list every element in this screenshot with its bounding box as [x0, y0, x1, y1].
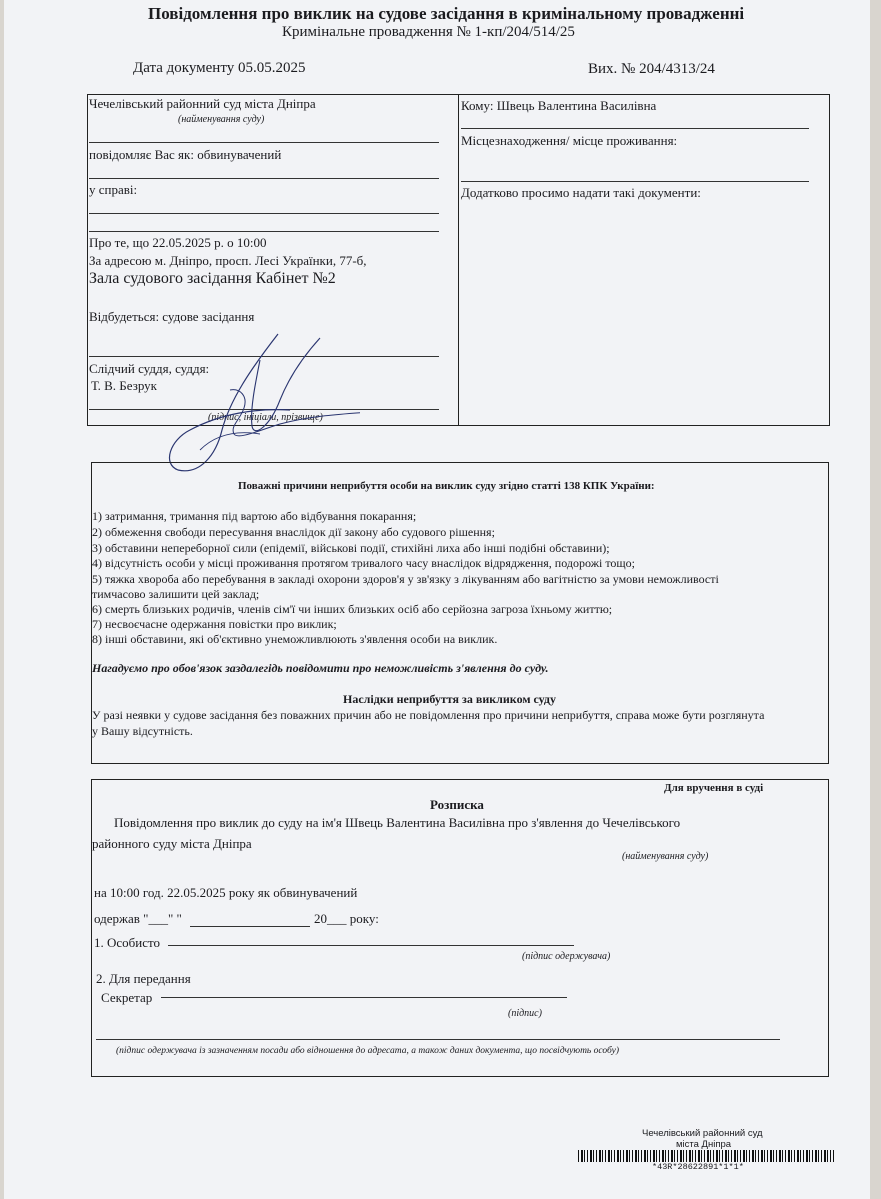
- hearing-hall: Зала судового засідання Кабінет №2: [89, 270, 336, 287]
- rule: [161, 997, 567, 998]
- in-case-label: у справі:: [89, 182, 138, 197]
- rule: [461, 128, 809, 129]
- court-stamp-line1: Чечелівський районний суд: [642, 1128, 763, 1139]
- reminder-text: Нагадуємо про обов'язок заздалегідь повідомити про неможливість з'явлення до суду.: [92, 661, 549, 675]
- extra-documents-label: Додатково просимо надати такі документи:: [461, 185, 701, 200]
- reason-item: 6) смерть близьких родичів, членів сім'ї чи інших близьких осіб або серйозна загроза їхньому життю;: [92, 602, 613, 616]
- reason-item: 5) тяжка хвороба або перебування в закладі охорони здоров'я у зв'язку з лікуванням або вагітністю за умови неможливості: [92, 572, 719, 586]
- judge-label: Слідчий суддя, суддя:: [89, 361, 210, 376]
- sign-caption: (підпис, ініціали, прізвище): [208, 412, 323, 423]
- secretary-sign-caption: (підпис): [508, 1008, 542, 1019]
- judge-signature: [160, 330, 360, 480]
- table-divider: [458, 94, 459, 425]
- notifies-as: повідомляє Вас як: обвинувачений: [89, 147, 282, 162]
- outgoing-number: Вих. № 204/4313/24: [588, 61, 715, 77]
- court-stamp-line2: міста Дніпра: [676, 1139, 732, 1150]
- barcode: [578, 1150, 834, 1162]
- document-title: Повідомлення про виклик на судове засідання в кримінальному провадженні: [148, 4, 745, 23]
- document-date: Дата документу 05.05.2025: [133, 60, 306, 76]
- court-caption: (найменування суду): [622, 851, 709, 862]
- bottom-caption: (підпис одержувача із зазначенням посади або відношення до адресата, а також даних документа, що посвідчують особу): [116, 1046, 620, 1056]
- reason-item: 4) відсутність особи у місці проживання протягом тривалого часу внаслідок відрядження, подорожі тощо;: [92, 556, 635, 570]
- reason-item: тимчасово залишити цей заклад;: [92, 587, 260, 601]
- consequences-text-cont: у Вашу відсутність.: [92, 724, 193, 738]
- rule: [89, 142, 439, 143]
- receipt-time: на 10:00 год. 22.05.2025 року як обвинувачений: [94, 885, 358, 900]
- personally-label: 1. Особисто: [94, 935, 161, 950]
- rule: [89, 178, 439, 179]
- rule: [89, 213, 439, 214]
- recipient-sign-caption: (підпис одержувача): [522, 951, 611, 962]
- reason-item: 2) обмеження свободи пересування внаслідок дії закону або судового рішення;: [92, 525, 495, 539]
- judge-name: Т. В. Безрук: [91, 378, 157, 393]
- for-court-delivery: Для вручення в суді: [664, 782, 764, 794]
- hearing-address: За адресою м. Дніпро, просп. Лесі Українки, 77-б,: [89, 253, 367, 268]
- reason-item: 1) затримання, тримання під вартою або відбування покарання;: [92, 509, 417, 523]
- rule: [89, 231, 439, 232]
- receipt-text: Повідомлення про виклик до суду на ім'я Швець Валентина Василівна про з'явлення до Чечелівського: [114, 815, 681, 830]
- court-name-caption: (найменування суду): [178, 114, 265, 125]
- recipient: Кому: Швець Валентина Василівна: [461, 98, 657, 113]
- reasons-heading: Поважні причини неприбуття особи на виклик суду згідно статті 138 КПК України:: [238, 480, 655, 492]
- event-type: Відбудеться: судове засідання: [89, 309, 255, 324]
- case-number: Кримінальне провадження № 1-кп/204/514/25: [282, 24, 575, 40]
- rule: [461, 181, 809, 182]
- hearing-datetime: Про те, що 22.05.2025 р. о 10:00: [89, 235, 267, 250]
- rule: [168, 945, 574, 946]
- consequences-text: У разі неявки у судове засідання без поважних причин або не повідомлення про причини неприбуття, справа може бути розглянута: [92, 708, 765, 722]
- received-year: 20___ року:: [314, 911, 379, 926]
- reason-item: 3) обставини непереборної сили (епідемії, військові події, стихійні лиха або інші подібні обставини);: [92, 541, 610, 555]
- received-date-prefix: одержав "___" ": [94, 911, 182, 926]
- barcode-text: *43R*28622891*1*1*: [652, 1162, 744, 1172]
- reason-item: 7) несвоєчасне одержання повістки про виклик;: [92, 617, 337, 631]
- receipt-text-cont: районного суду міста Дніпра: [92, 836, 252, 851]
- to-transfer-label: 2. Для передання: [96, 971, 191, 986]
- reason-item: 8) інші обставини, які об'єктивно унеможливлюють з'явлення особи на виклик.: [92, 632, 498, 646]
- court-name: Чечелівський районний суд міста Дніпра: [89, 96, 316, 111]
- location-label: Місцезнаходження/ місце проживання:: [461, 133, 678, 148]
- date-blank: [190, 926, 310, 927]
- secretary-label: Секретар: [101, 990, 153, 1005]
- receipt-title: Розписка: [430, 797, 484, 812]
- rule: [96, 1039, 780, 1040]
- consequences-heading: Наслідки неприбуття за викликом суду: [343, 692, 556, 706]
